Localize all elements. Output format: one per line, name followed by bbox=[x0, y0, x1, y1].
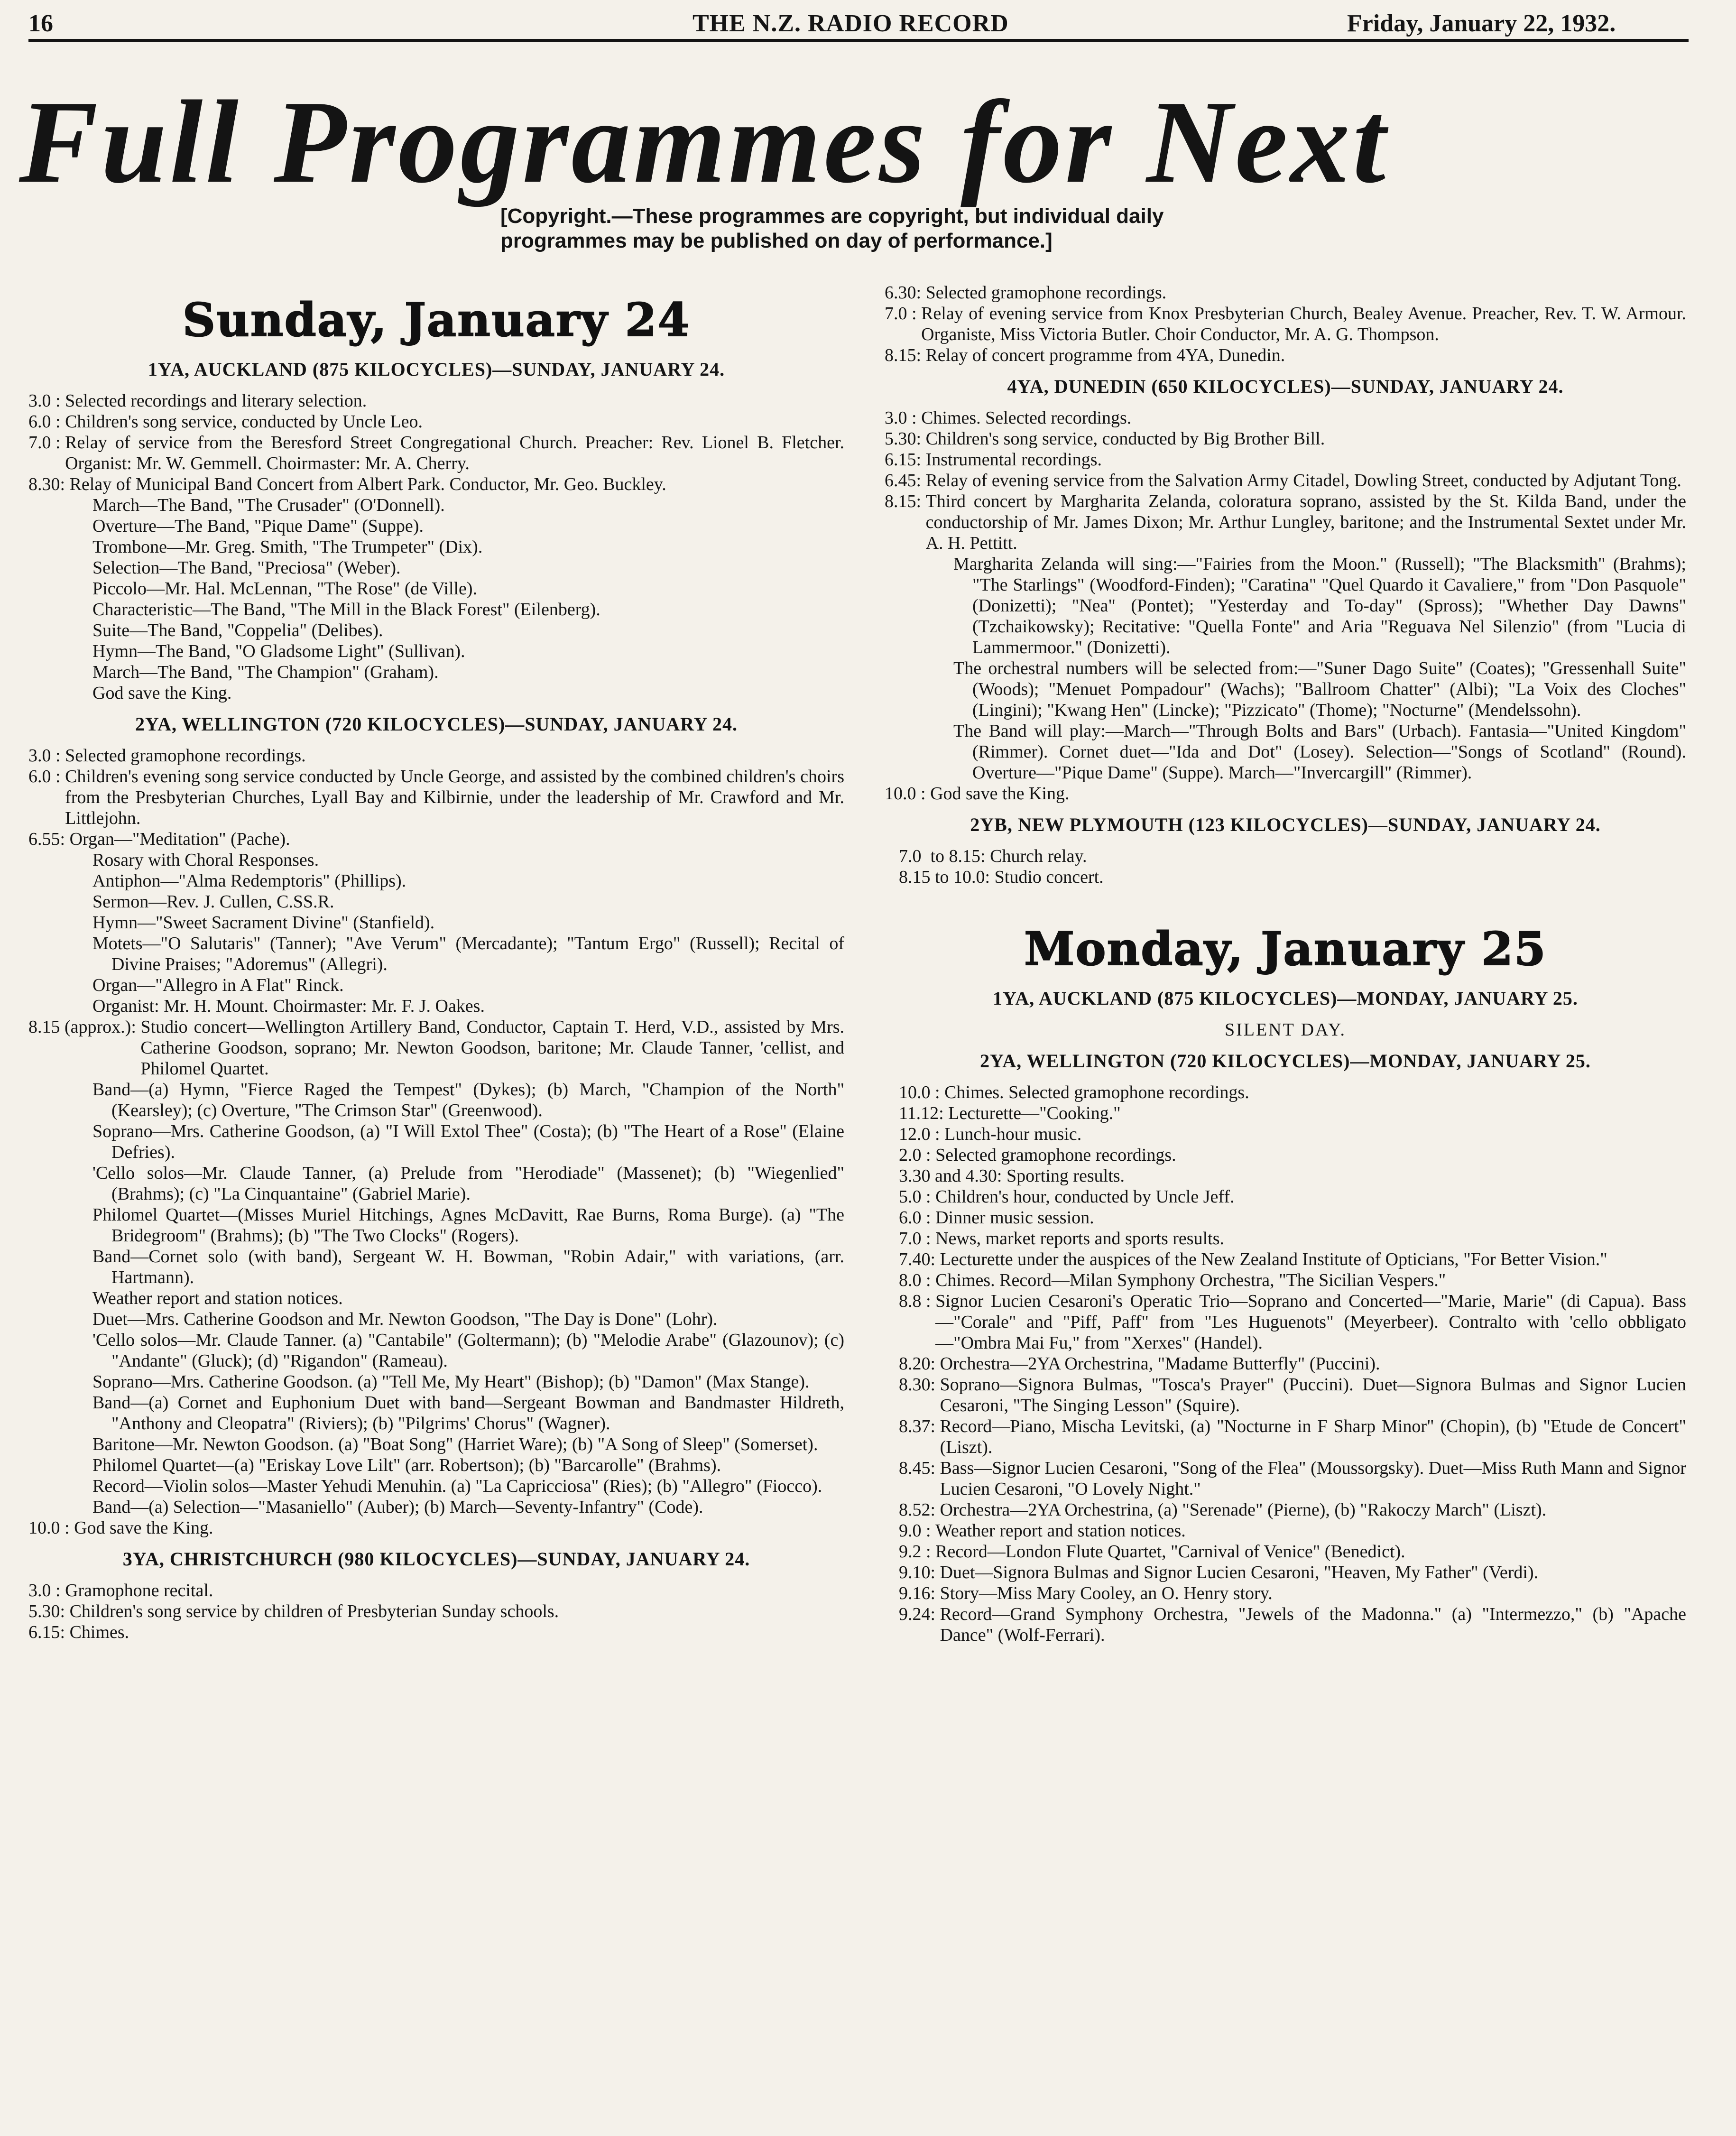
programme-sub-items bbox=[92, 1079, 844, 1517]
entry-time: 9.16: bbox=[899, 1583, 940, 1603]
entry-time: 2.0 : bbox=[899, 1145, 936, 1165]
programme-item: Organ—"Allegro in A Flat" Rinck. bbox=[92, 975, 344, 995]
entry-time: 7.0 : bbox=[885, 304, 922, 324]
entry-time: 8.15: bbox=[885, 491, 926, 511]
programme-item: The orchestral numbers will be selected from:—"Suner Dago Suite" (Coates); "Gressenhall Suite" (Woods); "Menuet Pompadour" (Wachs); "Ballroom Chatter" (Albi); "La Voix des Cloches" (Lingini); "Kwang Hen" (Lincke); "Pizzicato" (Thome); "Nocturne" (Mendelssohn). bbox=[953, 658, 1686, 720]
entry-text: Story—Miss Mary Cooley, an O. Henry story. bbox=[940, 1583, 1273, 1603]
programme-entry bbox=[28, 474, 844, 495]
monday-2ya-entries bbox=[899, 1082, 1686, 1646]
entry-time: 7.0 to 8.15: bbox=[899, 846, 990, 866]
entry-text: Dinner music session. bbox=[935, 1208, 1094, 1228]
entry-text: Church relay. bbox=[990, 846, 1087, 866]
programme-entry bbox=[885, 428, 1686, 449]
monday-heading: Monday, January 25 bbox=[1024, 922, 1547, 976]
programme-item: Antiphon—"Alma Redemptoris" (Phillips). bbox=[92, 871, 406, 891]
programme-sub-items bbox=[92, 495, 844, 703]
entry-text: Signor Lucien Cesaroni's Operatic Trio—Soprano and Concerted—"Marie, Marie" (di Capua). Bass—"Corale" and "Piff, Paff" from "Les Huguenots" (Meyerbeer). Contralto with 'cello obbligato—"Ombra Mai Fu," from "Xerxes" (Handel). bbox=[935, 1291, 1686, 1353]
entry-text: Relay of service from the Beresford Street Congregational Church. Preacher: Rev. Lionel B. Fletcher. Organist: Mr. W. Gemmell. Choirmaster: Mr. A. Cherry. bbox=[65, 433, 844, 473]
entry-time: 8.15 (approx.): bbox=[28, 1017, 141, 1037]
programme-entry bbox=[885, 470, 1686, 491]
programme-entry bbox=[899, 1082, 1686, 1103]
entry-time: 6.15: bbox=[885, 450, 926, 470]
entry-time: 3.30 and 4.30: bbox=[899, 1166, 1007, 1186]
entry-time: 5.30: bbox=[28, 1601, 70, 1621]
programme-item: Record—Violin solos—Master Yehudi Menuhin. (a) "La Capricciosa" (Ries); (b) "Allegro" (Fiocco). bbox=[92, 1476, 822, 1496]
silent-day-note: SILENT DAY. bbox=[1224, 1020, 1347, 1040]
entry-time: 7.0 : bbox=[899, 1229, 936, 1248]
entry-text: Selected recordings and literary selection. bbox=[65, 391, 367, 411]
programme-entry bbox=[899, 1541, 1686, 1562]
programme-item: Band—Cornet solo (with band), Sergeant W. H. Bowman, "Robin Adair," with variations, (arr. Hartmann). bbox=[92, 1247, 844, 1287]
programme-entry bbox=[885, 783, 1686, 804]
programme-entry bbox=[899, 1124, 1686, 1145]
entry-time: 8.52: bbox=[899, 1500, 940, 1520]
entry-text: Bass—Signor Lucien Cesaroni, "Song of the Flea" (Moussorgsky). Duet—Miss Ruth Mann and Signor Lucien Cesaroni, "O Lovely Night." bbox=[940, 1458, 1686, 1499]
programme-entry bbox=[899, 1583, 1686, 1604]
programme-entry bbox=[28, 829, 844, 850]
entry-text: God save the King. bbox=[74, 1518, 213, 1538]
programme-entry bbox=[899, 867, 1686, 888]
entry-text: Record—Piano, Mischa Levitski, (a) "Nocturne in F Sharp Minor" (Chopin), (b) "Etude de Concert" (Liszt). bbox=[940, 1416, 1686, 1457]
newspaper-title: THE N.Z. RADIO RECORD bbox=[693, 10, 1009, 37]
programme-entry bbox=[28, 1517, 844, 1538]
entry-text: Relay of evening service from Knox Presbyterian Church, Bealey Avenue. Preacher, Rev. T. W. Armour. Organiste, Miss Victoria Butler. Choir Conductor, Mr. A. G. Thompson. bbox=[921, 304, 1686, 344]
copyright-notice: [Copyright.—These programmes are copyright, but individual daily programmes may be published on day of performance.] bbox=[500, 204, 1164, 252]
entry-time: 8.30: bbox=[28, 474, 70, 494]
programme-item: Duet—Mrs. Catherine Goodson and Mr. Newton Goodson, "The Day is Done" (Lohr). bbox=[92, 1309, 718, 1329]
programme-item: Suite—The Band, "Coppelia" (Delibes). bbox=[92, 620, 383, 640]
programme-entry bbox=[899, 1353, 1686, 1374]
programme-entry bbox=[899, 1145, 1686, 1165]
programme-entry bbox=[28, 1601, 844, 1622]
entry-time: 8.45: bbox=[899, 1458, 940, 1478]
entry-text: Record—London Flute Quartet, "Carnival of Venice" (Benedict). bbox=[935, 1542, 1405, 1562]
programme-item: Soprano—Mrs. Catherine Goodson, (a) "I Will Extol Thee" (Costa); (b) "The Heart of a Rose" (Elaine Defries). bbox=[92, 1121, 844, 1162]
programme-item: Philomel Quartet—(a) "Eriskay Love Lilt" (arr. Robertson); (b) "Barcarolle" (Brahms). bbox=[92, 1455, 721, 1475]
programme-entry bbox=[28, 390, 844, 411]
programme-item: Band—(a) Selection—"Masaniello" (Auber); (b) March—Seventy-Infantry" (Code). bbox=[92, 1497, 703, 1517]
programme-item: God save the King. bbox=[92, 683, 232, 703]
station-heading-1ya-monday: 1YA, AUCKLAND (875 KILOCYCLES)—MONDAY, JANUARY 25. bbox=[993, 988, 1578, 1009]
programme-entry bbox=[28, 1580, 844, 1601]
entry-text: Chimes. Selected recordings. bbox=[921, 408, 1132, 428]
programme-item: Margharita Zelanda will sing:—"Fairies from the Moon." (Russell); "The Blacksmith" (Brahms); "The Starlings" (Woodford-Finden); "Caratina" "Quel Quardo it Cavaliere," from "Don Pasquole" (Donizetti); "Nea" (Pontet); "Yesterday and To-day" (Spross); "Whether Day Dawns" (Tzchaikowsky); Recitative: "Quella Fonte" and Aria "Reguava Nel Silenzio" (from "Lucia di Lammermoor." (Donizetti). bbox=[953, 554, 1686, 657]
programme-entry bbox=[885, 491, 1686, 554]
programme-entry bbox=[899, 846, 1686, 867]
programme-entry bbox=[885, 449, 1686, 470]
programme-item: Hymn—"Sweet Sacrament Divine" (Stanfield). bbox=[92, 913, 435, 933]
programme-item: March—The Band, "The Champion" (Graham). bbox=[92, 662, 439, 682]
left-column bbox=[28, 292, 844, 1643]
programme-sub-items bbox=[953, 554, 1686, 783]
entry-time: 3.0 : bbox=[885, 408, 922, 428]
entry-time: 3.0 : bbox=[28, 391, 65, 411]
programme-entry bbox=[28, 1622, 844, 1643]
entry-text: Orchestra—2YA Orchestrina, "Madame Butterfly" (Puccini). bbox=[940, 1354, 1380, 1374]
programme-entry bbox=[899, 1499, 1686, 1520]
programme-sub-items bbox=[92, 850, 844, 1017]
programme-entry bbox=[28, 411, 844, 432]
programme-item: March—The Band, "The Crusader" (O'Donnell). bbox=[92, 495, 445, 515]
programme-entry bbox=[899, 1228, 1686, 1249]
programme-entry bbox=[899, 1374, 1686, 1416]
entry-time: 10.0 : bbox=[28, 1518, 74, 1538]
entry-text: Selected gramophone recordings. bbox=[925, 283, 1167, 303]
entry-text: Selected gramophone recordings. bbox=[935, 1145, 1176, 1165]
entry-text: Selected gramophone recordings. bbox=[65, 746, 306, 766]
entry-text: Children's song service, conducted by Uncle Leo. bbox=[65, 412, 423, 432]
entry-text: Lecturette—"Cooking." bbox=[948, 1103, 1121, 1123]
entry-time: 5.0 : bbox=[899, 1187, 936, 1207]
sunday-heading: Sunday, January 24 bbox=[182, 293, 691, 347]
entry-time: 11.12: bbox=[899, 1103, 949, 1123]
programme-entry bbox=[28, 432, 844, 474]
programme-entry bbox=[899, 1416, 1686, 1458]
programme-entry bbox=[899, 1207, 1686, 1228]
entry-text: Children's hour, conducted by Uncle Jeff. bbox=[935, 1187, 1235, 1207]
programme-entry bbox=[28, 766, 844, 829]
programme-item: 'Cello solos—Mr. Claude Tanner. (a) "Cantabile" (Goltermann); (b) "Melodie Arabe" (Glazounov); (c) "Andante" (Gluck); (d) "Rigandon" (Rameau). bbox=[92, 1330, 844, 1371]
programme-entry bbox=[899, 1458, 1686, 1499]
entry-text: Third concert by Margharita Zelanda, coloratura soprano, assisted by the St. Kilda Band, under the conductorship of Mr. James Dixon; Mr. Arthur Lungley, baritone; and the Instrumental Sextet under Mr. A. H. Pettitt. bbox=[925, 491, 1686, 553]
programme-item: The Band will play:—March—"Through Bolts and Bars" (Urbach). Fantasia—"United Kingdom" (Rimmer). Cornet duet—"Ida and Dot" (Losey). Selection—"Songs of Scotland" (Round). Overture—"Pique Dame" (Suppe). March—"Invercargill" (Rimmer). bbox=[953, 721, 1686, 783]
programme-entry bbox=[899, 1165, 1686, 1186]
entry-time: 6.55: bbox=[28, 829, 70, 849]
entry-text: Lunch-hour music. bbox=[944, 1124, 1082, 1144]
programme-item: Overture—The Band, "Pique Dame" (Suppe). bbox=[92, 516, 424, 536]
entry-text: Record—Grand Symphony Orchestra, "Jewels of the Madonna." (a) "Intermezzo," (b) "Apache Dance" (Wolf-Ferrari). bbox=[940, 1604, 1686, 1645]
programme-entry bbox=[885, 345, 1686, 366]
station-heading-4ya-sunday: 4YA, DUNEDIN (650 KILOCYCLES)—SUNDAY, JANUARY 24. bbox=[1007, 376, 1564, 397]
entry-time: 6.45: bbox=[885, 471, 926, 490]
programme-entry bbox=[885, 282, 1686, 303]
entry-time: 12.0 : bbox=[899, 1124, 945, 1144]
entry-text: Weather report and station notices. bbox=[935, 1521, 1186, 1541]
entry-text: Organ—"Meditation" (Pache). bbox=[69, 829, 290, 849]
entry-text: Duet—Signora Bulmas and Signor Lucien Cesaroni, "Heaven, My Father" (Verdi). bbox=[940, 1563, 1539, 1582]
entry-text: Chimes. Record—Milan Symphony Orchestra, "The Sicilian Vespers." bbox=[935, 1270, 1446, 1290]
entry-time: 8.8 : bbox=[899, 1291, 936, 1311]
programme-entry bbox=[899, 1270, 1686, 1291]
entry-text: Studio concert—Wellington Artillery Band, Conductor, Captain T. Herd, V.D., assisted by Mrs. Catherine Goodson, soprano; Mr. Newton Goodson, baritone; Mr. Claude Tanner, 'cellist, and Philomel Quartet. bbox=[140, 1017, 844, 1079]
programme-entry bbox=[28, 1017, 844, 1079]
programme-item: Band—(a) Hymn, "Fierce Raged the Tempest" (Dykes); (b) March, "Champion of the North" (Kearsley); (c) Overture, "The Crimson Star" (Greenwood). bbox=[92, 1080, 844, 1120]
entry-text: God save the King. bbox=[930, 784, 1070, 804]
programme-entry bbox=[885, 407, 1686, 428]
entry-time: 6.30: bbox=[885, 283, 926, 303]
programme-item: Selection—The Band, "Preciosa" (Weber). bbox=[92, 558, 401, 578]
masthead-rule bbox=[28, 39, 1689, 42]
station-heading-1ya-sunday: 1YA, AUCKLAND (875 KILOCYCLES)—SUNDAY, JANUARY 24. bbox=[148, 359, 725, 380]
entry-text: Lecturette under the auspices of the New Zealand Institute of Opticians, "For Better Vision." bbox=[940, 1249, 1607, 1269]
station-heading-2yb-sunday: 2YB, NEW PLYMOUTH (123 KILOCYCLES)—SUNDAY, JANUARY 24. bbox=[970, 814, 1601, 835]
entry-text: News, market reports and sports results. bbox=[935, 1229, 1224, 1248]
programme-item: Sermon—Rev. J. Cullen, C.SS.R. bbox=[92, 892, 334, 912]
programme-item: Piccolo—Mr. Hal. McLennan, "The Rose" (de Ville). bbox=[92, 579, 478, 599]
entry-time: 9.10: bbox=[899, 1563, 940, 1582]
entry-text: Gramophone recital. bbox=[65, 1581, 213, 1600]
programme-entry bbox=[899, 1103, 1686, 1124]
entry-time: 6.0 : bbox=[899, 1208, 936, 1228]
programme-item: Characteristic—The Band, "The Mill in the Black Forest" (Eilenberg). bbox=[92, 600, 600, 620]
programme-entry bbox=[899, 1291, 1686, 1353]
entry-time: 5.30: bbox=[885, 429, 926, 449]
programme-item: 'Cello solos—Mr. Claude Tanner, (a) Prelude from "Herodiade" (Massenet); (b) "Wiegenlied" (Brahms); (c) "La Cinquantaine" (Gabriel Marie). bbox=[92, 1163, 844, 1204]
station-heading-3ya-sunday: 3YA, CHRISTCHURCH (980 KILOCYCLES)—SUNDAY, JANUARY 24. bbox=[122, 1548, 750, 1570]
entry-text: Studio concert. bbox=[994, 867, 1104, 887]
entry-time: 8.15: bbox=[885, 345, 926, 365]
entry-time: 7.0 : bbox=[28, 433, 65, 453]
programme-item: Weather report and station notices. bbox=[92, 1288, 343, 1308]
programme-entry bbox=[899, 1604, 1686, 1646]
entry-text: Relay of evening service from the Salvation Army Citadel, Dowling Street, conducted by Adjutant Tong. bbox=[925, 471, 1681, 490]
programme-entry bbox=[899, 1562, 1686, 1583]
entry-text: Instrumental recordings. bbox=[925, 450, 1102, 470]
entry-time: 9.24: bbox=[899, 1604, 940, 1624]
programme-item: Soprano—Mrs. Catherine Goodson. (a) "Tell Me, My Heart" (Bishop); (b) "Damon" (Max Stange). bbox=[92, 1372, 810, 1392]
programme-entry bbox=[899, 1520, 1686, 1541]
entry-text: Sporting results. bbox=[1006, 1166, 1125, 1186]
programme-item: Baritone—Mr. Newton Goodson. (a) "Boat Song" (Harriet Ware); (b) "A Song of Sleep" (Somerset). bbox=[92, 1434, 818, 1454]
entry-time: 3.0 : bbox=[28, 1581, 65, 1600]
programme-entry bbox=[28, 745, 844, 766]
entry-time: 10.0 : bbox=[899, 1082, 945, 1102]
entry-text: Children's song service, conducted by Big Brother Bill. bbox=[925, 429, 1325, 449]
programme-item: Organist: Mr. H. Mount. Choirmaster: Mr. F. J. Oakes. bbox=[92, 996, 485, 1016]
entry-text: Soprano—Signora Bulmas, "Tosca's Prayer" (Puccini). Duet—Signora Bulmas and Signor Lucien Cesaroni, "The Singing Lesson" (Squire). bbox=[940, 1375, 1686, 1415]
station-heading-2ya-monday: 2YA, WELLINGTON (720 KILOCYCLES)—MONDAY, JANUARY 25. bbox=[980, 1050, 1591, 1072]
programme-item: Rosary with Choral Responses. bbox=[92, 850, 319, 870]
programme-entry bbox=[899, 1249, 1686, 1270]
entry-time: 3.0 : bbox=[28, 746, 65, 766]
entry-time: 6.0 : bbox=[28, 767, 65, 786]
entry-time: 8.0 : bbox=[899, 1270, 936, 1290]
station-heading-2ya-sunday: 2YA, WELLINGTON (720 KILOCYCLES)—SUNDAY, JANUARY 24. bbox=[135, 713, 738, 735]
programme-item: Motets—"O Salutaris" (Tanner); "Ave Verum" (Mercadante); "Tantum Ergo" (Russell); Recital of Divine Praises; "Adoremus" (Allegri). bbox=[92, 934, 844, 974]
entry-text: Chimes. bbox=[69, 1622, 129, 1642]
entry-text: Relay of Municipal Band Concert from Albert Park. Conductor, Mr. Geo. Buckley. bbox=[69, 474, 666, 494]
entry-text: Chimes. Selected gramophone recordings. bbox=[944, 1082, 1249, 1102]
issue-date: Friday, January 22, 1932. bbox=[1347, 10, 1616, 37]
right-column bbox=[885, 282, 1686, 1646]
entry-time: 9.0 : bbox=[899, 1521, 936, 1541]
programme-item: Trombone—Mr. Greg. Smith, "The Trumpeter" (Dix). bbox=[92, 537, 483, 557]
entry-time: 7.40: bbox=[899, 1249, 940, 1269]
entry-time: 8.37: bbox=[899, 1416, 940, 1436]
programme-entry bbox=[885, 303, 1686, 345]
entry-text: Children's evening song service conducted by Uncle George, and assisted by the combined children's choirs from the Presbyterian Churches, Lyall Bay and Kilbirnie, under the leadership of Mr. Crawford and Mr. Littlejohn. bbox=[65, 767, 844, 828]
entry-time: 8.20: bbox=[899, 1354, 940, 1374]
entry-time: 8.15 to 10.0: bbox=[899, 867, 995, 887]
headline: Full Programmes for Next bbox=[19, 76, 1389, 208]
entry-time: 6.15: bbox=[28, 1622, 70, 1642]
entry-text: Orchestra—2YA Orchestrina, (a) "Serenade" (Pierne), (b) "Rakoczy March" (Liszt). bbox=[940, 1500, 1547, 1520]
entry-text: Children's song service by children of Presbyterian Sunday schools. bbox=[69, 1601, 559, 1621]
programme-item: Philomel Quartet—(Misses Muriel Hitchings, Agnes McDavitt, Rae Burns, Roma Burge). (a) "The Bridegroom" (Brahms); (b) "The Two Clocks" (Rogers). bbox=[92, 1205, 844, 1246]
masthead bbox=[28, 7, 1689, 36]
entry-time: 9.2 : bbox=[899, 1542, 936, 1562]
programme-entry bbox=[899, 1186, 1686, 1207]
entry-time: 10.0 : bbox=[885, 784, 931, 804]
page-number: 16 bbox=[28, 10, 53, 37]
entry-text: Relay of concert programme from 4YA, Dunedin. bbox=[925, 345, 1285, 365]
programme-item: Hymn—The Band, "O Gladsome Light" (Sullivan). bbox=[92, 641, 465, 661]
programme-item: Band—(a) Cornet and Euphonium Duet with band—Sergeant Bowman and Bandmaster Hildreth, "Anthony and Cleopatra" (Riviers); (b) "Pilgrims' Chorus" (Wagner). bbox=[92, 1393, 844, 1433]
entry-time: 6.0 : bbox=[28, 412, 65, 432]
entry-time: 8.30: bbox=[899, 1375, 940, 1395]
